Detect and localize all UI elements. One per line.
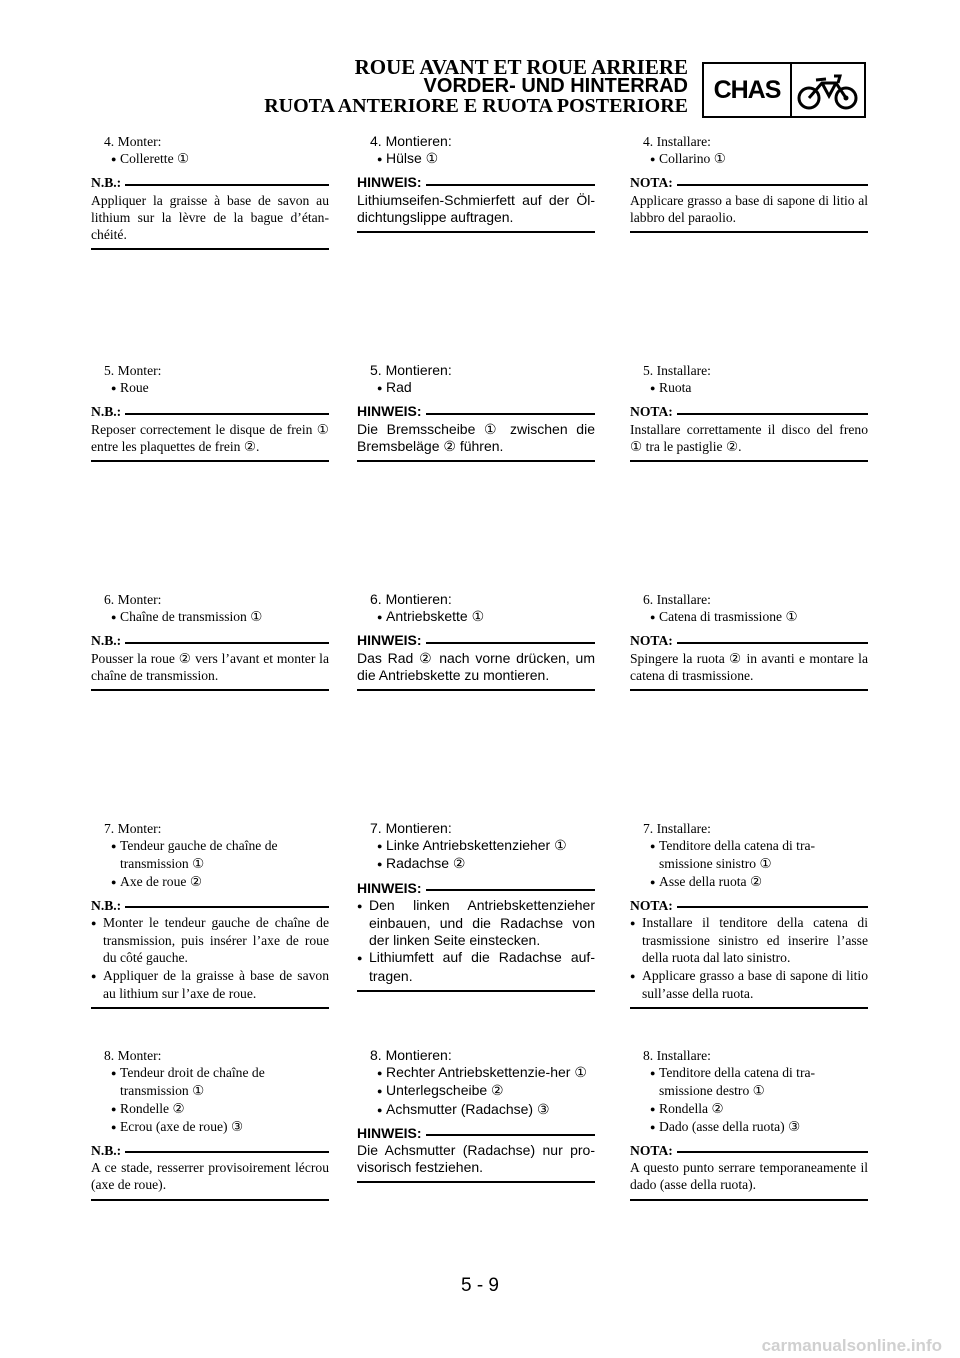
- note-heading: [630, 1142, 868, 1159]
- note-divider: [677, 184, 868, 186]
- step-heading: [357, 820, 595, 837]
- part-item: [91, 1118, 329, 1136]
- note-text: Das Rad ② nach vorne drücken, um die Antriebskette zu montieren.: [357, 649, 595, 683]
- step-fr-8: [91, 1047, 329, 1201]
- part-item-text: Tenditore della catena di tra-smissione sinistro ①: [659, 838, 816, 872]
- note-end-divider: [357, 689, 595, 691]
- part-item: [357, 855, 595, 873]
- bullet-icon: ●: [377, 1086, 383, 1097]
- part-item-text: Tendeur droit de chaîne de transmission ①: [120, 1065, 265, 1099]
- part-item-text: Collerette ①: [120, 151, 190, 167]
- step-number: 5.: [643, 363, 654, 378]
- note-label: N.B.:: [91, 404, 122, 420]
- step-heading: [357, 362, 595, 379]
- part-item: [630, 379, 868, 397]
- part-item: [357, 837, 595, 855]
- note-label: NOTA:: [630, 633, 673, 649]
- step-heading: [630, 820, 868, 837]
- note-text: Applicare grasso a base di sapone di litio al labbro del paraolio.: [630, 192, 868, 225]
- note-end-divider: [357, 460, 595, 462]
- part-item: [630, 608, 868, 626]
- bullet-icon: ●: [650, 841, 656, 852]
- watermark: carmanualsonline.info: [761, 1336, 942, 1355]
- note-end-divider: [357, 231, 595, 233]
- part-item-text: Axe de roue ②: [120, 873, 203, 889]
- step-heading: [357, 133, 595, 150]
- note-label: N.B.:: [91, 897, 122, 913]
- step-de-5: [357, 362, 595, 462]
- step-number: 5.: [104, 363, 115, 378]
- step-verb: Monter:: [117, 821, 162, 836]
- part-item-text: Rechter Antriebskettenzie-her ①: [386, 1064, 587, 1081]
- step-heading: [91, 591, 329, 608]
- note-end-divider: [630, 689, 868, 691]
- step-number: 6.: [643, 592, 654, 607]
- step-verb: Installare:: [656, 592, 711, 607]
- step-verb: Montieren:: [385, 591, 452, 607]
- part-item: [357, 608, 595, 626]
- part-item-text: Hülse ①: [386, 150, 439, 167]
- part-item-text: Asse della ruota ②: [659, 873, 763, 889]
- step-verb: Installare:: [656, 363, 711, 378]
- step-number: 7.: [104, 821, 115, 836]
- bullet-icon: ●: [630, 918, 636, 929]
- note-text: Die Achsmutter (Radachse) nur pro-visorisch festziehen.: [357, 1142, 595, 1176]
- bullet-icon: ●: [650, 1068, 656, 1079]
- note-divider: [125, 413, 329, 415]
- part-item-text: Linke Antriebskettenzieher ①: [386, 837, 567, 854]
- step-it-4: [630, 133, 868, 233]
- part-item: [91, 150, 329, 168]
- note-divider: [677, 1151, 868, 1153]
- part-item-text: Tendeur gauche de chaîne de transmission ①: [120, 838, 278, 872]
- step-heading: [91, 1047, 329, 1064]
- note-text: Spingere la ruota ② in avanti e montare la catena di trasmissione.: [630, 650, 868, 683]
- part-item-text: Radachse ②: [386, 855, 466, 872]
- step-it-8: [630, 1047, 868, 1201]
- step-number: 8.: [104, 1048, 115, 1063]
- part-item: [91, 379, 329, 397]
- bullet-icon: ●: [650, 1121, 656, 1132]
- note-divider: [125, 642, 329, 644]
- step-it-6: [630, 591, 868, 691]
- bullet-icon: ●: [111, 1121, 117, 1132]
- step-number: 7.: [370, 820, 382, 836]
- note-text: Appliquer la graisse à base de savon au lithium sur la lèvre de la bague d’étan-chéité.: [91, 192, 329, 243]
- note-bullet-item: [630, 914, 868, 967]
- step-it-5: [630, 362, 868, 462]
- note-divider: [125, 184, 329, 186]
- note-text: Lithiumseifen-Schmierfett auf der Öl-dichtungslippe auftragen.: [357, 191, 595, 225]
- note-end-divider: [630, 231, 868, 233]
- note-end-divider: [357, 990, 595, 992]
- step-heading: [630, 362, 868, 379]
- part-item-text: Rondella ②: [659, 1100, 724, 1116]
- header-title-fr: ROUE AVANT ET ROUE ARRIERE: [354, 55, 688, 79]
- note-label: NOTA:: [630, 1143, 673, 1159]
- motorcycle-icon: [792, 64, 864, 116]
- step-heading: [357, 1047, 595, 1064]
- note-text: Reposer correctement le disque de frein ① entre les plaquettes de frein ②.: [91, 421, 329, 454]
- step-number: 4.: [104, 134, 115, 149]
- step-number: 5.: [370, 362, 382, 378]
- bullet-icon: ●: [357, 953, 363, 964]
- note-heading: [91, 632, 329, 649]
- part-item-text: Unterlegscheibe ②: [386, 1082, 504, 1099]
- note-heading: [630, 897, 868, 914]
- note-heading: [91, 403, 329, 420]
- part-item: [357, 379, 595, 397]
- note-divider: [677, 413, 868, 415]
- note-label: N.B.:: [91, 633, 122, 649]
- note-label: HINWEIS:: [357, 1124, 422, 1141]
- bullet-icon: ●: [377, 1104, 383, 1115]
- bullet-icon: ●: [377, 1068, 383, 1079]
- step-number: 7.: [643, 821, 654, 836]
- note-label: N.B.:: [91, 175, 122, 191]
- bullet-icon: ●: [111, 841, 117, 852]
- bullet-icon: ●: [111, 383, 117, 394]
- step-verb: Montieren:: [385, 820, 452, 836]
- note-divider: [677, 642, 868, 644]
- bullet-icon: ●: [111, 1068, 117, 1079]
- note-bullet-item: [357, 897, 595, 950]
- step-number: 4.: [643, 134, 654, 149]
- note-label: NOTA:: [630, 404, 673, 420]
- note-heading: [91, 174, 329, 191]
- note-label: HINWEIS:: [357, 879, 422, 896]
- note-bullet-item: [91, 914, 329, 967]
- note-bullet-text: Monter le tendeur gauche de chaîne de transmission, puis insérer l’axe de roue du côté gauche.: [103, 915, 329, 966]
- part-item: [630, 837, 868, 872]
- step-heading: [630, 591, 868, 608]
- step-fr-4: [91, 133, 329, 250]
- note-label: HINWEIS:: [357, 403, 422, 420]
- part-item: [630, 150, 868, 168]
- note-bullet-text: Applicare grasso a base di sapone di litio sull’asse della ruota.: [642, 967, 868, 1001]
- step-heading: [630, 133, 868, 150]
- part-item-text: Collarino ①: [659, 151, 726, 167]
- note-divider: [426, 642, 595, 644]
- section-badge: [702, 62, 866, 118]
- part-item: [630, 873, 868, 891]
- step-verb: Montieren:: [385, 133, 452, 149]
- step-de-4: [357, 133, 595, 233]
- note-bullet-text: Appliquer de la graisse à base de savon au lithium sur l’axe de roue.: [103, 967, 329, 1001]
- note-text: Die Bremsscheibe ① zwischen die Bremsbeläge ② führen.: [357, 420, 595, 454]
- part-item-text: Roue: [120, 380, 149, 396]
- header-title-de: VORDER- UND HINTERRAD: [423, 75, 688, 97]
- note-end-divider: [357, 1181, 595, 1183]
- bullet-icon: ●: [111, 612, 117, 623]
- step-number: 8.: [643, 1048, 654, 1063]
- bullet-icon: ●: [377, 383, 383, 394]
- note-end-divider: [91, 1007, 329, 1009]
- part-item-text: Rondelle ②: [120, 1100, 185, 1116]
- part-item: [357, 1082, 595, 1100]
- bullet-icon: ●: [377, 612, 383, 623]
- step-de-8: [357, 1047, 595, 1183]
- note-bullet-text: Installare il tenditore della catena di trasmissione sinistro ed inserire l’asse della ruota dal lato sinistro.: [642, 915, 868, 966]
- part-item: [630, 1064, 868, 1099]
- note-end-divider: [91, 1199, 329, 1201]
- bullet-icon: ●: [377, 859, 383, 870]
- step-verb: Montieren:: [385, 362, 452, 378]
- bullet-icon: ●: [91, 918, 97, 929]
- bullet-icon: ●: [650, 383, 656, 394]
- part-item-text: Achsmutter (Radachse) ③: [386, 1100, 550, 1117]
- note-divider: [426, 413, 595, 415]
- step-fr-7: [91, 820, 329, 1009]
- bullet-icon: ●: [111, 876, 117, 887]
- note-bullet-item: [357, 949, 595, 984]
- bullet-icon: ●: [91, 970, 97, 981]
- step-de-6: [357, 591, 595, 691]
- part-item-text: Tenditore della catena di tra-smissione destro ①: [659, 1065, 816, 1099]
- step-verb: Monter:: [117, 1048, 162, 1063]
- note-divider: [426, 1134, 595, 1136]
- step-number: 6.: [104, 592, 115, 607]
- note-end-divider: [630, 1007, 868, 1009]
- bullet-icon: ●: [650, 612, 656, 623]
- part-item: [357, 1064, 595, 1082]
- bullet-icon: ●: [650, 876, 656, 887]
- bullet-icon: ●: [650, 154, 656, 165]
- part-item-text: Dado (asse della ruota) ③: [659, 1118, 801, 1134]
- step-heading: [630, 1047, 868, 1064]
- note-divider: [677, 906, 868, 908]
- note-end-divider: [630, 1199, 868, 1201]
- step-heading: [91, 362, 329, 379]
- note-heading: [357, 174, 595, 191]
- step-de-7: [357, 820, 595, 992]
- step-verb: Installare:: [656, 821, 711, 836]
- step-fr-5: [91, 362, 329, 462]
- part-item-text: Ruota: [659, 380, 692, 396]
- note-label: NOTA:: [630, 897, 673, 913]
- step-fr-6: [91, 591, 329, 691]
- bullet-icon: ●: [630, 970, 636, 981]
- part-item-text: Chaîne de transmission ①: [120, 609, 263, 625]
- part-item: [91, 1064, 329, 1099]
- note-end-divider: [91, 689, 329, 691]
- step-it-7: [630, 820, 868, 1009]
- step-heading: [91, 133, 329, 150]
- part-item: [630, 1118, 868, 1136]
- note-bullet-item: [91, 967, 329, 1002]
- note-end-divider: [91, 248, 329, 250]
- note-heading: [630, 403, 868, 420]
- bullet-icon: ●: [650, 1103, 656, 1114]
- note-text: A ce stade, resserrer provisoirement lécrou (axe de roue).: [91, 1160, 329, 1193]
- step-number: 8.: [370, 1047, 382, 1063]
- part-item-text: Rad: [386, 379, 412, 396]
- part-item: [91, 873, 329, 891]
- note-heading: [630, 174, 868, 191]
- note-heading: [357, 632, 595, 649]
- note-text: Installare correttamente il disco del freno ① tra le pastiglie ②.: [630, 421, 868, 454]
- part-item-text: Antriebskette ①: [386, 608, 485, 625]
- bullet-icon: ●: [377, 154, 383, 165]
- bullet-icon: ●: [111, 1103, 117, 1114]
- step-verb: Monter:: [117, 592, 162, 607]
- part-item: [357, 150, 595, 168]
- part-item: [91, 837, 329, 872]
- note-heading: [630, 632, 868, 649]
- part-item-text: Catena di trasmissione ①: [659, 609, 798, 625]
- part-item: [357, 1101, 595, 1119]
- step-heading: [91, 820, 329, 837]
- note-divider: [125, 1151, 329, 1153]
- bullet-icon: ●: [111, 154, 117, 165]
- note-label: N.B.:: [91, 1143, 122, 1159]
- step-verb: Installare:: [656, 1048, 711, 1063]
- part-item: [91, 608, 329, 626]
- header-title-it: RUOTA ANTERIORE E RUOTA POSTERIORE: [264, 95, 688, 117]
- note-end-divider: [630, 460, 868, 462]
- step-verb: Installare:: [656, 134, 711, 149]
- section-label: CHAS: [704, 64, 792, 116]
- part-item: [91, 1100, 329, 1118]
- note-bullet-text: Den linken Antriebskettenzieher einbauen, und die Radachse von der linken Seite einstecken.: [369, 896, 595, 949]
- part-item-text: Ecrou (axe de roue) ③: [120, 1118, 244, 1134]
- note-label: NOTA:: [630, 175, 673, 191]
- note-text: Pousser la roue ② vers l’avant et monter la chaîne de transmission.: [91, 650, 329, 683]
- note-end-divider: [91, 460, 329, 462]
- note-label: HINWEIS:: [357, 632, 422, 649]
- bullet-icon: ●: [377, 841, 383, 852]
- part-item: [630, 1100, 868, 1118]
- note-heading: [91, 897, 329, 914]
- note-label: HINWEIS:: [357, 174, 422, 191]
- note-divider: [125, 906, 329, 908]
- note-divider: [426, 184, 595, 186]
- note-bullet-item: [630, 967, 868, 1002]
- step-heading: [357, 591, 595, 608]
- bullet-icon: ●: [357, 900, 363, 911]
- step-verb: Monter:: [117, 134, 162, 149]
- note-heading: [357, 1125, 595, 1142]
- note-heading: [91, 1142, 329, 1159]
- note-heading: [357, 880, 595, 897]
- note-divider: [426, 889, 595, 891]
- step-number: 6.: [370, 591, 382, 607]
- note-bullet-text: Lithiumfett auf die Radachse auf-tragen.: [369, 949, 595, 984]
- page-number: 5 - 9: [460, 1275, 500, 1296]
- note-text: A questo punto serrare temporaneamente il dado (asse della ruota).: [630, 1160, 868, 1193]
- step-number: 4.: [370, 133, 382, 149]
- step-verb: Monter:: [117, 363, 162, 378]
- note-heading: [357, 403, 595, 420]
- step-verb: Montieren:: [385, 1047, 452, 1063]
